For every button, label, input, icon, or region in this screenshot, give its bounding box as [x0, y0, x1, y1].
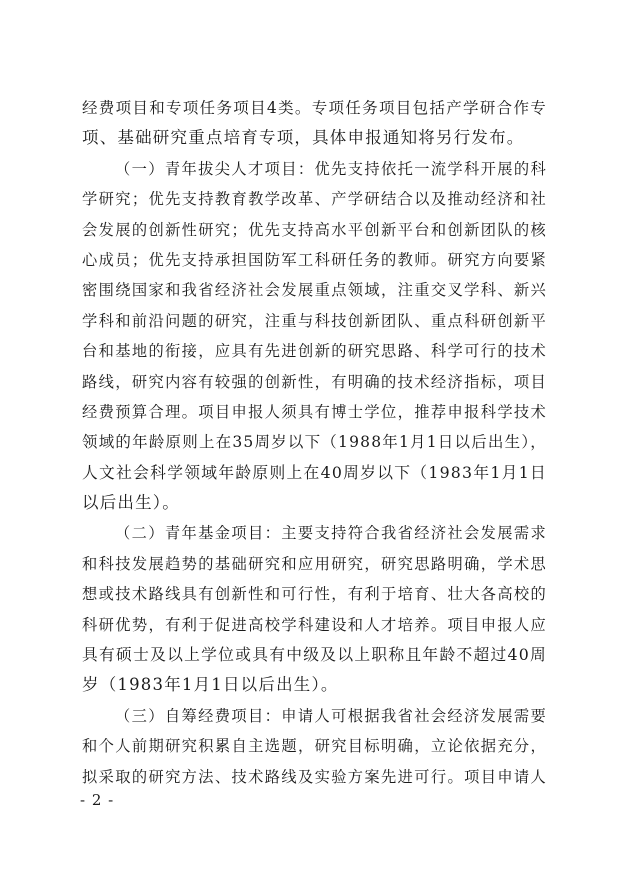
text-line: 密围绕国家和我省经济社会发展重点领域，注重交叉学科、新兴 — [82, 281, 547, 300]
text-line: 拟采取的研究方法、技术路线及实验方案先进可行。项目申请人 — [82, 767, 547, 786]
text-line: 会发展的创新性研究；优先支持高水平创新平台和创新团队的核 — [82, 220, 547, 239]
text-line: 项、基础研究重点培育专项，具体申报通知将另行发布。 — [82, 128, 525, 148]
text-line: 台和基地的衔接，应具有先进创新的研究思路、科学可行的技术 — [82, 342, 547, 361]
text-line: 经费预算合理。项目申报人须具有博士学位，推荐申报科学技术 — [82, 402, 547, 421]
text-line: 岁（1983年1月1日以后出生）。 — [82, 675, 339, 695]
paragraph-heading-1: （一）青年拔尖人才项目：优先支持依托一流学科开展的科 — [115, 159, 547, 178]
text-line: 以后出生）。 — [82, 493, 180, 513]
text-line: 路线，研究内容有较强的创新性，有明确的技术经济指标，项目 — [82, 372, 547, 391]
text-line: 科研优势，有利于促进高校学科建设和人才培养。项目申报人应 — [82, 615, 547, 634]
text-line: 具有硕士及以上学位或具有中级及以上职称且年龄不超过40周 — [82, 645, 547, 665]
text-line: 想或技术路线具有创新性和可行性，有利于培育、壮大各高校的 — [82, 585, 547, 604]
text-line: 和科技发展趋势的基础研究和应用研究，研究思路明确，学术思 — [82, 554, 547, 573]
text-line: 学研究；优先支持教育教学改革、产学研结合以及推动经济和社 — [82, 190, 547, 209]
text-line: 学科和前沿问题的研究，注重与科技创新团队、重点科研创新平 — [82, 311, 547, 330]
text-line: 经费项目和专项任务项目4类。专项任务项目包括产学研合作专 — [82, 99, 547, 117]
text-line: 心成员；优先支持承担国防军工科研任务的教师。研究方向要紧 — [82, 250, 547, 269]
text-line: 人文社会科学领域年龄原则上在40周岁以下（1983年1月1日 — [82, 462, 547, 482]
paragraph-heading-3: （三）自筹经费项目：申请人可根据我省社会经济发展需要 — [115, 706, 547, 725]
document-body — [82, 93, 547, 792]
paragraph-heading-2: （二）青年基金项目：主要支持符合我省经济社会发展需求 — [115, 524, 547, 543]
text-line: 领域的年龄原则上在35周岁以下（1988年1月1日以后出生）， — [82, 433, 547, 452]
text-line: 和个人前期研究积累自主选题，研究目标明确，立论依据充分， — [82, 737, 547, 756]
page-number: - 2 - — [80, 791, 115, 809]
